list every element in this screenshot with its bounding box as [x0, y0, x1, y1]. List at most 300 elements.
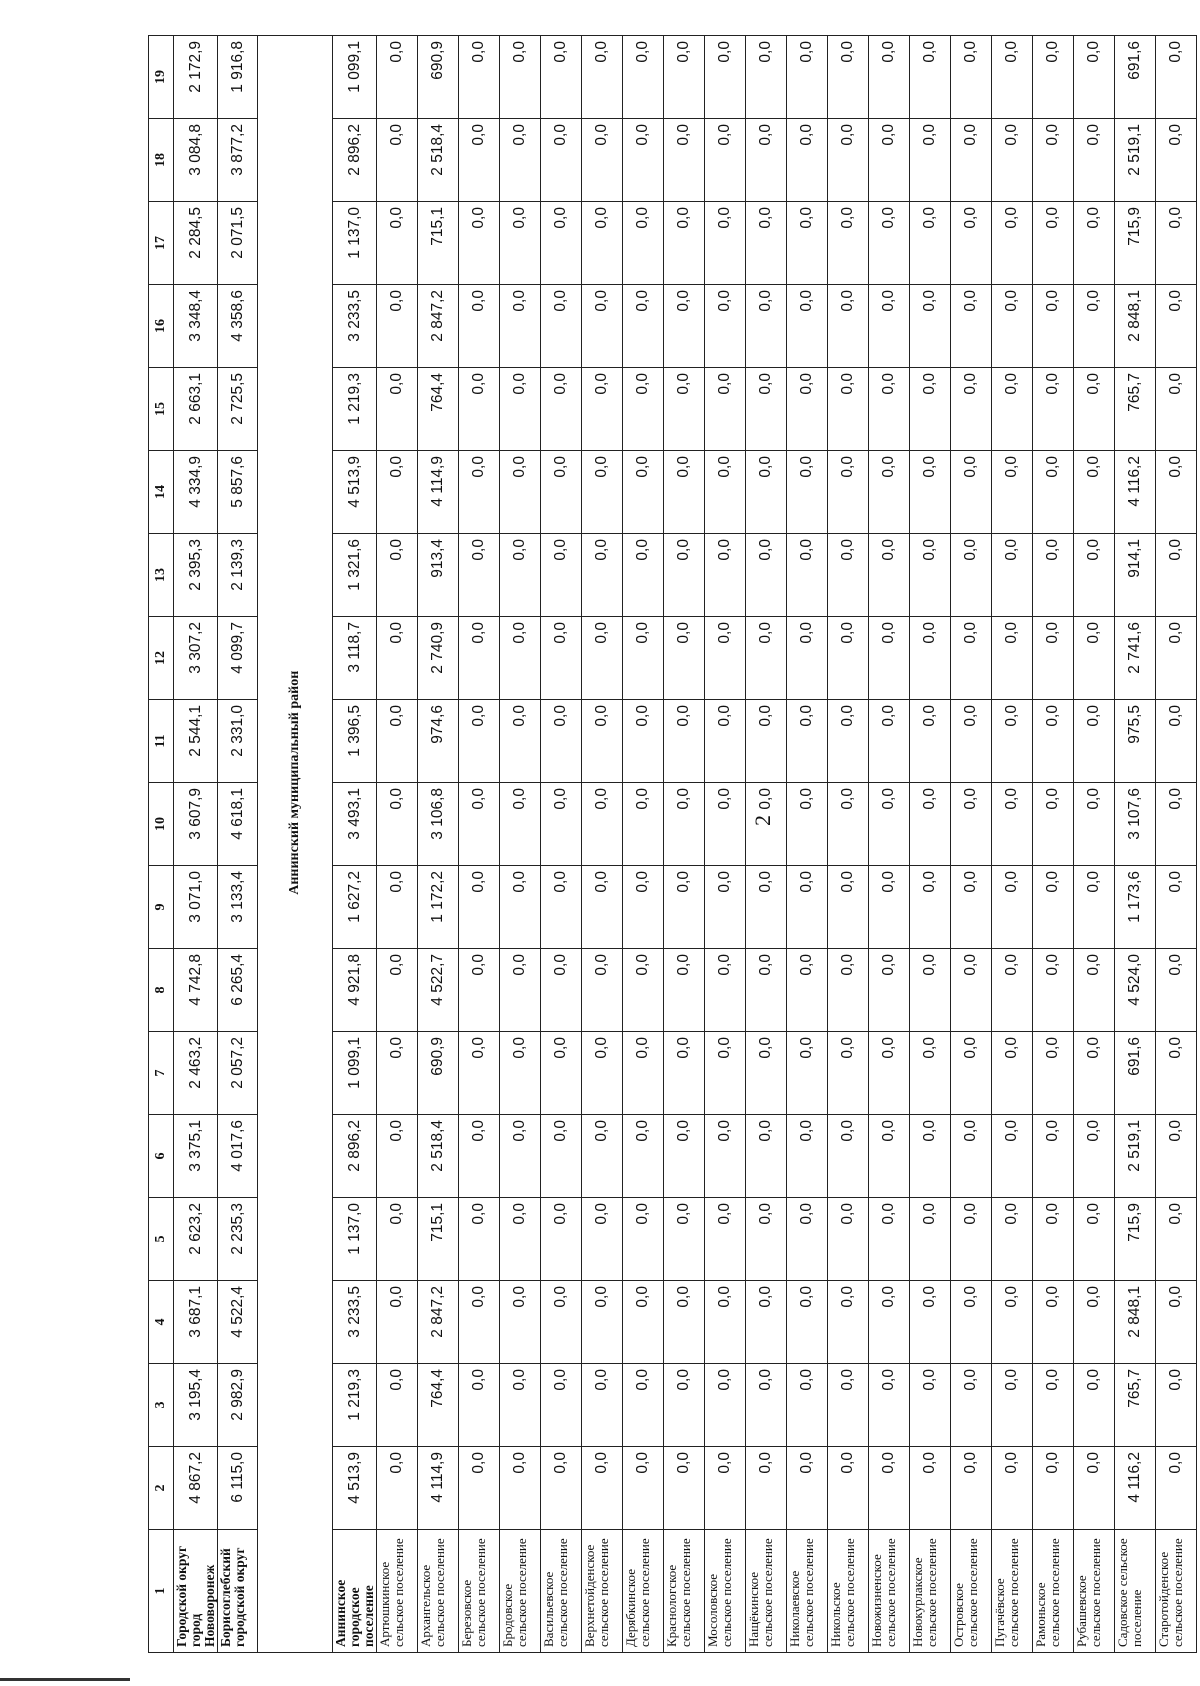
value-cell: 0,0: [500, 451, 541, 534]
value-cell: 0,0: [869, 1447, 910, 1530]
value-cell: 0,0: [623, 783, 664, 866]
value-cell: 2 847,2: [418, 1281, 459, 1364]
table-row: [664, 36, 705, 1653]
settlement-name: Борисоглебский городской округ: [218, 1530, 258, 1653]
table-row: [869, 36, 910, 1653]
value-cell: 914,1: [1115, 534, 1156, 617]
value-cell: 0,0: [582, 783, 623, 866]
value-cell: 0,0: [582, 36, 623, 119]
value-cell: 0,0: [1033, 866, 1074, 949]
value-cell: 0,0: [1156, 949, 1197, 1032]
value-cell: 0,0: [500, 1447, 541, 1530]
value-cell: 0,0: [500, 700, 541, 783]
value-cell: 0,0: [664, 202, 705, 285]
value-cell: 0,0: [1156, 534, 1197, 617]
value-cell: 0,0: [910, 1281, 951, 1364]
value-cell: 0,0: [582, 1032, 623, 1115]
column-header: 2: [149, 1447, 174, 1530]
value-cell: 0,0: [1033, 534, 1074, 617]
value-cell: 0,0: [1033, 1447, 1074, 1530]
value-cell: 690,9: [418, 36, 459, 119]
value-cell: 0,0: [500, 285, 541, 368]
value-cell: 0,0: [746, 1281, 787, 1364]
value-cell: 0,0: [787, 36, 828, 119]
column-header: 12: [149, 617, 174, 700]
value-cell: 0,0: [377, 617, 418, 700]
value-cell: 0,0: [992, 119, 1033, 202]
value-cell: 0,0: [1033, 285, 1074, 368]
value-cell: 0,0: [541, 368, 582, 451]
value-cell: 0,0: [869, 368, 910, 451]
value-cell: 0,0: [582, 866, 623, 949]
value-cell: 0,0: [869, 1198, 910, 1281]
value-cell: 0,0: [623, 202, 664, 285]
value-cell: 3 084,8: [174, 119, 218, 202]
value-cell: 0,0: [500, 1115, 541, 1198]
value-cell: 0,0: [1074, 700, 1115, 783]
value-cell: 4 524,0: [1115, 949, 1156, 1032]
value-cell: 0,0: [1033, 368, 1074, 451]
value-cell: 0,0: [459, 1198, 500, 1281]
value-cell: 0,0: [500, 949, 541, 1032]
value-cell: 0,0: [541, 534, 582, 617]
value-cell: 0,0: [459, 368, 500, 451]
value-cell: 2 139,3: [218, 534, 258, 617]
value-cell: 0,0: [377, 1364, 418, 1447]
value-cell: 0,0: [705, 1115, 746, 1198]
value-cell: 0,0: [828, 1198, 869, 1281]
value-cell: 0,0: [1033, 949, 1074, 1032]
value-cell: 0,0: [664, 285, 705, 368]
value-cell: 0,0: [910, 36, 951, 119]
value-cell: 765,7: [1115, 368, 1156, 451]
value-cell: 0,0: [951, 534, 992, 617]
settlement-name: Садовское сельское поселение: [1115, 1530, 1156, 1653]
value-cell: 0,0: [377, 1281, 418, 1364]
value-cell: 0,0: [377, 202, 418, 285]
value-cell: 2 395,3: [174, 534, 218, 617]
value-cell: 0,0: [951, 700, 992, 783]
value-cell: 764,4: [418, 1364, 459, 1447]
value-cell: 0,0: [541, 866, 582, 949]
value-cell: 0,0: [992, 1364, 1033, 1447]
value-cell: 3 233,5: [333, 1281, 377, 1364]
value-cell: 690,9: [418, 1032, 459, 1115]
value-cell: 0,0: [582, 1115, 623, 1198]
value-cell: 0,0: [951, 368, 992, 451]
value-cell: 0,0: [541, 1447, 582, 1530]
value-cell: 0,0: [623, 1032, 664, 1115]
value-cell: 0,0: [377, 1115, 418, 1198]
settlement-name: Верхнетойденское сельское поселение: [582, 1530, 623, 1653]
value-cell: 3 107,6: [1115, 783, 1156, 866]
footer-rule: [0, 1678, 130, 1681]
value-cell: 0,0: [1074, 285, 1115, 368]
table-row: [218, 36, 258, 1653]
column-header: 15: [149, 368, 174, 451]
value-cell: 715,1: [418, 1198, 459, 1281]
value-cell: 0,0: [541, 119, 582, 202]
value-cell: 2 331,0: [218, 700, 258, 783]
value-cell: 3 133,4: [218, 866, 258, 949]
value-cell: 0,0: [500, 202, 541, 285]
column-header-row: [149, 36, 174, 1653]
value-cell: 0,0: [541, 1032, 582, 1115]
settlement-name: Старотойденское сельское поселение: [1156, 1530, 1197, 1653]
value-cell: 0,0: [746, 202, 787, 285]
column-header: 13: [149, 534, 174, 617]
value-cell: 0,0: [746, 451, 787, 534]
value-cell: 0,0: [1033, 617, 1074, 700]
value-cell: 1 396,5: [333, 700, 377, 783]
value-cell: 0,0: [377, 1032, 418, 1115]
value-cell: 0,0: [951, 202, 992, 285]
value-cell: 2 848,1: [1115, 285, 1156, 368]
value-cell: 0,0: [828, 119, 869, 202]
table-row: [623, 36, 664, 1653]
column-header: 6: [149, 1115, 174, 1198]
value-cell: 0,0: [541, 285, 582, 368]
value-cell: 0,0: [1074, 202, 1115, 285]
value-cell: 0,0: [992, 949, 1033, 1032]
value-cell: 0,0: [664, 1447, 705, 1530]
value-cell: 0,0: [746, 700, 787, 783]
value-cell: 0,0: [1033, 1364, 1074, 1447]
value-cell: 0,0: [623, 534, 664, 617]
value-cell: 0,0: [828, 36, 869, 119]
value-cell: 3 348,4: [174, 285, 218, 368]
value-cell: 0,0: [541, 451, 582, 534]
value-cell: 0,0: [910, 1032, 951, 1115]
value-cell: 3 106,8: [418, 783, 459, 866]
settlement-name: Аннинское городское поселение: [333, 1530, 377, 1653]
value-cell: 0,0: [623, 1281, 664, 1364]
value-cell: 0,0: [664, 36, 705, 119]
value-cell: 0,0: [623, 368, 664, 451]
value-cell: 0,0: [992, 534, 1033, 617]
value-cell: 1 137,0: [333, 202, 377, 285]
value-cell: 3 493,1: [333, 783, 377, 866]
value-cell: 1 219,3: [333, 368, 377, 451]
value-cell: 0,0: [869, 783, 910, 866]
value-cell: 0,0: [1156, 783, 1197, 866]
value-cell: 0,0: [377, 866, 418, 949]
value-cell: 1 137,0: [333, 1198, 377, 1281]
value-cell: 0,0: [992, 700, 1033, 783]
column-header: 7: [149, 1032, 174, 1115]
value-cell: 764,4: [418, 368, 459, 451]
value-cell: 0,0: [664, 866, 705, 949]
value-cell: 0,0: [828, 949, 869, 1032]
column-header: 1: [149, 1530, 174, 1653]
value-cell: 0,0: [869, 119, 910, 202]
value-cell: 0,0: [705, 617, 746, 700]
value-cell: 0,0: [1033, 700, 1074, 783]
value-cell: 0,0: [377, 36, 418, 119]
value-cell: 0,0: [1033, 1281, 1074, 1364]
value-cell: 0,0: [787, 534, 828, 617]
value-cell: 0,0: [377, 451, 418, 534]
value-cell: 0,0: [910, 1447, 951, 1530]
value-cell: 0,0: [500, 617, 541, 700]
value-cell: 0,0: [746, 119, 787, 202]
section-row: [258, 36, 333, 1653]
value-cell: 691,6: [1115, 1032, 1156, 1115]
value-cell: 0,0: [500, 866, 541, 949]
value-cell: 3 375,1: [174, 1115, 218, 1198]
value-cell: 0,0: [746, 949, 787, 1032]
value-cell: 0,0: [951, 617, 992, 700]
value-cell: 4 867,2: [174, 1447, 218, 1530]
value-cell: 0,0: [746, 1032, 787, 1115]
value-cell: 0,0: [705, 1198, 746, 1281]
value-cell: 0,0: [951, 783, 992, 866]
value-cell: 0,0: [1074, 1364, 1115, 1447]
column-header: 8: [149, 949, 174, 1032]
value-cell: 0,0: [910, 534, 951, 617]
value-cell: 0,0: [664, 1115, 705, 1198]
value-cell: 0,0: [377, 534, 418, 617]
value-cell: 0,0: [1033, 1032, 1074, 1115]
value-cell: 4 522,4: [218, 1281, 258, 1364]
data-table: [148, 35, 1197, 1653]
value-cell: 0,0: [910, 1364, 951, 1447]
value-cell: 6 115,0: [218, 1447, 258, 1530]
table-row: [582, 36, 623, 1653]
value-cell: 0,0: [992, 1281, 1033, 1364]
value-cell: 0,0: [705, 368, 746, 451]
settlement-name: Дерябкинское сельское поселение: [623, 1530, 664, 1653]
value-cell: 0,0: [664, 949, 705, 1032]
value-cell: 0,0: [787, 1032, 828, 1115]
value-cell: 0,0: [828, 866, 869, 949]
value-cell: 0,0: [746, 285, 787, 368]
value-cell: 0,0: [582, 617, 623, 700]
value-cell: 0,0: [910, 1198, 951, 1281]
value-cell: 0,0: [664, 1364, 705, 1447]
table-row: [1156, 36, 1197, 1653]
table-row: [541, 36, 582, 1653]
value-cell: 3 307,2: [174, 617, 218, 700]
value-cell: 0,0: [869, 202, 910, 285]
settlement-name: Нащёкинское сельское поселение: [746, 1530, 787, 1653]
value-cell: 0,0: [1156, 202, 1197, 285]
value-cell: 0,0: [1156, 368, 1197, 451]
value-cell: 0,0: [623, 1115, 664, 1198]
value-cell: 0,0: [1074, 368, 1115, 451]
value-cell: 0,0: [623, 1447, 664, 1530]
value-cell: 0,0: [500, 1198, 541, 1281]
value-cell: 0,0: [951, 949, 992, 1032]
value-cell: 0,0: [705, 1281, 746, 1364]
value-cell: 4 921,8: [333, 949, 377, 1032]
table-row: [705, 36, 746, 1653]
settlement-name: Новокурлакское сельское поселение: [910, 1530, 951, 1653]
value-cell: 0,0: [541, 700, 582, 783]
value-cell: 0,0: [582, 1198, 623, 1281]
value-cell: 0,0: [377, 783, 418, 866]
value-cell: 0,0: [787, 866, 828, 949]
table-row: [1115, 36, 1156, 1653]
settlement-name: Рубашевское сельское поселение: [1074, 1530, 1115, 1653]
value-cell: 0,0: [459, 1364, 500, 1447]
column-header: 9: [149, 866, 174, 949]
settlement-name: Городской округ город Нововоронеж: [174, 1530, 218, 1653]
value-cell: 0,0: [910, 285, 951, 368]
value-cell: 0,0: [705, 36, 746, 119]
value-cell: 0,0: [1074, 866, 1115, 949]
value-cell: 0,0: [705, 285, 746, 368]
table-row: [1033, 36, 1074, 1653]
value-cell: 0,0: [582, 1281, 623, 1364]
value-cell: 0,0: [623, 451, 664, 534]
value-cell: 0,0: [910, 1115, 951, 1198]
value-cell: 0,0: [828, 1115, 869, 1198]
value-cell: 0,0: [746, 1364, 787, 1447]
value-cell: 0,0: [787, 949, 828, 1032]
value-cell: 0,0: [746, 866, 787, 949]
value-cell: 0,0: [623, 119, 664, 202]
value-cell: 0,0: [459, 1447, 500, 1530]
column-header: 5: [149, 1198, 174, 1281]
value-cell: 0,0: [623, 36, 664, 119]
value-cell: 0,0: [828, 783, 869, 866]
rotated-table-container: [148, 36, 1200, 1653]
value-cell: 0,0: [1156, 1115, 1197, 1198]
value-cell: 0,0: [623, 285, 664, 368]
value-cell: 0,0: [910, 949, 951, 1032]
value-cell: 0,0: [377, 285, 418, 368]
value-cell: 0,0: [582, 1447, 623, 1530]
value-cell: 3 233,5: [333, 285, 377, 368]
value-cell: 4 618,1: [218, 783, 258, 866]
value-cell: 0,0: [1033, 36, 1074, 119]
value-cell: 0,0: [705, 1032, 746, 1115]
value-cell: 0,0: [664, 783, 705, 866]
value-cell: 0,0: [910, 202, 951, 285]
column-header: 10: [149, 783, 174, 866]
value-cell: 0,0: [869, 285, 910, 368]
value-cell: 0,0: [1156, 617, 1197, 700]
value-cell: 0,0: [582, 451, 623, 534]
value-cell: 2 896,2: [333, 1115, 377, 1198]
value-cell: 2 071,5: [218, 202, 258, 285]
value-cell: 0,0: [787, 1364, 828, 1447]
value-cell: 0,0: [992, 617, 1033, 700]
value-cell: 0,0: [951, 1447, 992, 1530]
table-row: [951, 36, 992, 1653]
value-cell: 2 463,2: [174, 1032, 218, 1115]
value-cell: 0,0: [869, 1364, 910, 1447]
column-header: 16: [149, 285, 174, 368]
value-cell: 0,0: [459, 617, 500, 700]
settlement-name: Васильевское сельское поселение: [541, 1530, 582, 1653]
value-cell: 0,0: [951, 1032, 992, 1115]
value-cell: 0,0: [541, 1364, 582, 1447]
value-cell: 0,0: [1033, 783, 1074, 866]
value-cell: 0,0: [787, 119, 828, 202]
value-cell: 0,0: [541, 202, 582, 285]
value-cell: 0,0: [992, 36, 1033, 119]
value-cell: 0,0: [910, 783, 951, 866]
value-cell: 0,0: [623, 949, 664, 1032]
value-cell: 0,0: [787, 700, 828, 783]
value-cell: 2 172,9: [174, 36, 218, 119]
value-cell: 0,0: [459, 1115, 500, 1198]
value-cell: 0,0: [746, 368, 787, 451]
value-cell: 0,0: [459, 1281, 500, 1364]
value-cell: 2 740,9: [418, 617, 459, 700]
table-row: [1074, 36, 1115, 1653]
value-cell: 2 518,4: [418, 119, 459, 202]
value-cell: 0,0: [746, 1447, 787, 1530]
value-cell: 0,0: [869, 617, 910, 700]
settlement-name: Березовское сельское поселение: [459, 1530, 500, 1653]
value-cell: 0,0: [664, 1032, 705, 1115]
value-cell: 0,0: [992, 866, 1033, 949]
value-cell: 0,0: [992, 285, 1033, 368]
value-cell: 0,0: [1156, 36, 1197, 119]
value-cell: 0,0: [1074, 1198, 1115, 1281]
value-cell: 0,0: [1074, 949, 1115, 1032]
table-row: [992, 36, 1033, 1653]
value-cell: 0,0: [541, 617, 582, 700]
value-cell: 4 742,8: [174, 949, 218, 1032]
value-cell: 0,0: [377, 949, 418, 1032]
column-header: 18: [149, 119, 174, 202]
value-cell: 0,0: [992, 783, 1033, 866]
value-cell: 3 877,2: [218, 119, 258, 202]
value-cell: 0,0: [1156, 451, 1197, 534]
settlement-name: Бродовское сельское поселение: [500, 1530, 541, 1653]
value-cell: 0,0: [1156, 1281, 1197, 1364]
value-cell: 0,0: [1074, 1115, 1115, 1198]
value-cell: 0,0: [500, 368, 541, 451]
value-cell: 0,0: [951, 285, 992, 368]
value-cell: 4 116,2: [1115, 1447, 1156, 1530]
value-cell: 0,0: [910, 119, 951, 202]
value-cell: 0,0: [377, 700, 418, 783]
value-cell: 1 099,1: [333, 1032, 377, 1115]
value-cell: 0,0: [1074, 534, 1115, 617]
value-cell: 975,5: [1115, 700, 1156, 783]
settlement-name: Краснологское сельское поселение: [664, 1530, 705, 1653]
value-cell: 0,0: [1156, 285, 1197, 368]
settlement-name: Новожизненское сельское поселение: [869, 1530, 910, 1653]
value-cell: 0,0: [705, 866, 746, 949]
value-cell: 0,0: [500, 1364, 541, 1447]
section-spacer: [258, 1530, 333, 1653]
value-cell: 0,0: [582, 1364, 623, 1447]
section-title: Аннинский муниципальный район: [258, 36, 333, 1530]
value-cell: 0,0: [869, 949, 910, 1032]
value-cell: 3 607,9: [174, 783, 218, 866]
value-cell: 0,0: [1033, 451, 1074, 534]
value-cell: 2 518,4: [418, 1115, 459, 1198]
value-cell: 0,0: [500, 36, 541, 119]
value-cell: 1 173,6: [1115, 866, 1156, 949]
value-cell: 0,0: [869, 866, 910, 949]
table-body: [174, 36, 1197, 1653]
value-cell: 2 741,6: [1115, 617, 1156, 700]
value-cell: 0,0: [377, 368, 418, 451]
settlement-name: Пугачёвское сельское поселение: [992, 1530, 1033, 1653]
value-cell: 4 017,6: [218, 1115, 258, 1198]
value-cell: 0,0: [951, 866, 992, 949]
column-header: 4: [149, 1281, 174, 1364]
value-cell: 0,0: [992, 1032, 1033, 1115]
value-cell: 2 235,3: [218, 1198, 258, 1281]
